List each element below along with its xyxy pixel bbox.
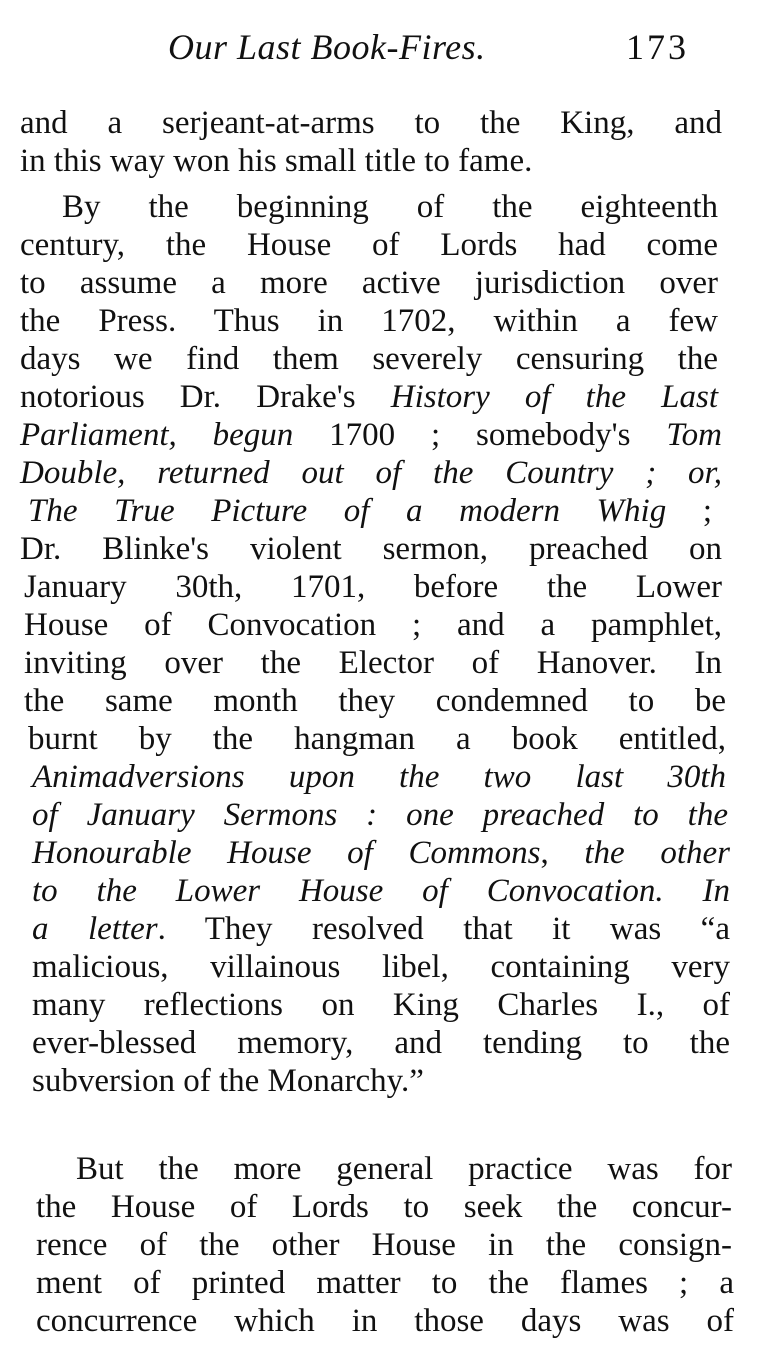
- text-line: [20, 264, 718, 302]
- text-run: inviting over the Elector of Hanover. In: [24, 645, 722, 681]
- italic-text: The True Picture of a modern Whig: [28, 493, 667, 529]
- text-run: the House of Lords to seek the concur-: [36, 1189, 732, 1225]
- text-run: many reflections on King Charles I., of: [32, 987, 730, 1023]
- text-line: [36, 1302, 734, 1340]
- text-line: [62, 188, 718, 226]
- text-line: [32, 1024, 730, 1062]
- text-line: [20, 104, 722, 142]
- text-line: [20, 416, 722, 454]
- text-run: By the beginning of the eighteenth: [62, 189, 718, 225]
- running-title: Our Last Book-Fires.: [168, 27, 486, 67]
- italic-text: a letter: [32, 911, 158, 947]
- text-line: [28, 720, 726, 758]
- text-line: [32, 834, 730, 872]
- text-run: in this way won his small title to fame.: [20, 143, 533, 179]
- text-line: [36, 1188, 732, 1226]
- text-line: [28, 492, 712, 530]
- text-line: [20, 340, 718, 378]
- text-run: concurrence which in those days was of: [36, 1303, 734, 1339]
- italic-text: Animadversions upon the two last 30th: [32, 759, 726, 795]
- italic-text: History of the Last: [390, 379, 718, 415]
- page-number: 173: [626, 27, 689, 67]
- italic-text: Honourable House of Commons: [32, 835, 541, 871]
- text-line: [32, 1062, 500, 1100]
- italic-text: Tom: [666, 417, 722, 453]
- text-run: subversion of the Monarchy.”: [32, 1063, 424, 1099]
- text-line: [32, 872, 730, 910]
- text-run: ,: [540, 835, 585, 871]
- text-line: [24, 606, 722, 644]
- text-run: ;: [666, 493, 712, 529]
- text-line: [24, 682, 726, 720]
- text-run: the same month they condemned to be: [24, 683, 726, 719]
- text-line: [20, 142, 662, 180]
- text-run: burnt by the hangman a book entitled,: [28, 721, 726, 757]
- text-line: [20, 378, 718, 416]
- italic-text: the other: [584, 835, 731, 871]
- text-run: and a serjeant-at-arms to the King, and: [20, 105, 722, 141]
- text-run: Dr. Blinke's violent sermon, preached on: [20, 531, 722, 567]
- text-line: [24, 568, 722, 606]
- running-header: [0, 26, 765, 72]
- text-line: [24, 644, 722, 682]
- text-line: [32, 758, 726, 796]
- text-line: [20, 530, 722, 568]
- text-line: [76, 1150, 732, 1188]
- text-run: century, the House of Lords had come: [20, 227, 718, 263]
- text-run: ment of printed matter to the flames ; a: [36, 1265, 734, 1301]
- text-line: [20, 226, 718, 264]
- italic-text: Parliament, begun: [20, 417, 294, 453]
- text-line: [36, 1264, 734, 1302]
- text-line: [32, 910, 730, 948]
- text-run: . They resolved that it was “a: [157, 911, 730, 947]
- text-line: [20, 302, 718, 340]
- italic-text: to the Lower House of Convocation. In: [32, 873, 730, 909]
- text-run: rence of the other House in the consign-: [36, 1227, 732, 1263]
- text-line: [32, 986, 730, 1024]
- text-run: But the more general practice was for: [76, 1151, 732, 1187]
- italic-text: of January Sermons : one preached to the: [32, 797, 728, 833]
- text-run: malicious, villainous libel, containing very: [32, 949, 730, 985]
- text-line: [32, 948, 730, 986]
- text-run: to assume a more active jurisdiction over: [20, 265, 718, 301]
- text-run: notorious Dr. Drake's: [20, 379, 391, 415]
- text-run: days we find them severely censuring the: [20, 341, 718, 377]
- text-run: ever-blessed memory, and tending to the: [32, 1025, 730, 1061]
- text-run: House of Convocation ; and a pamphlet,: [24, 607, 722, 643]
- text-run: 1700 ; somebody's: [293, 417, 667, 453]
- text-run: January 30th, 1701, before the Lower: [24, 569, 722, 605]
- italic-text: Double, returned out of the Country ; or,: [20, 455, 722, 491]
- text-line: [20, 454, 722, 492]
- text-run: the Press. Thus in 1702, within a few: [20, 303, 718, 339]
- text-line: [36, 1226, 732, 1264]
- text-line: [32, 796, 728, 834]
